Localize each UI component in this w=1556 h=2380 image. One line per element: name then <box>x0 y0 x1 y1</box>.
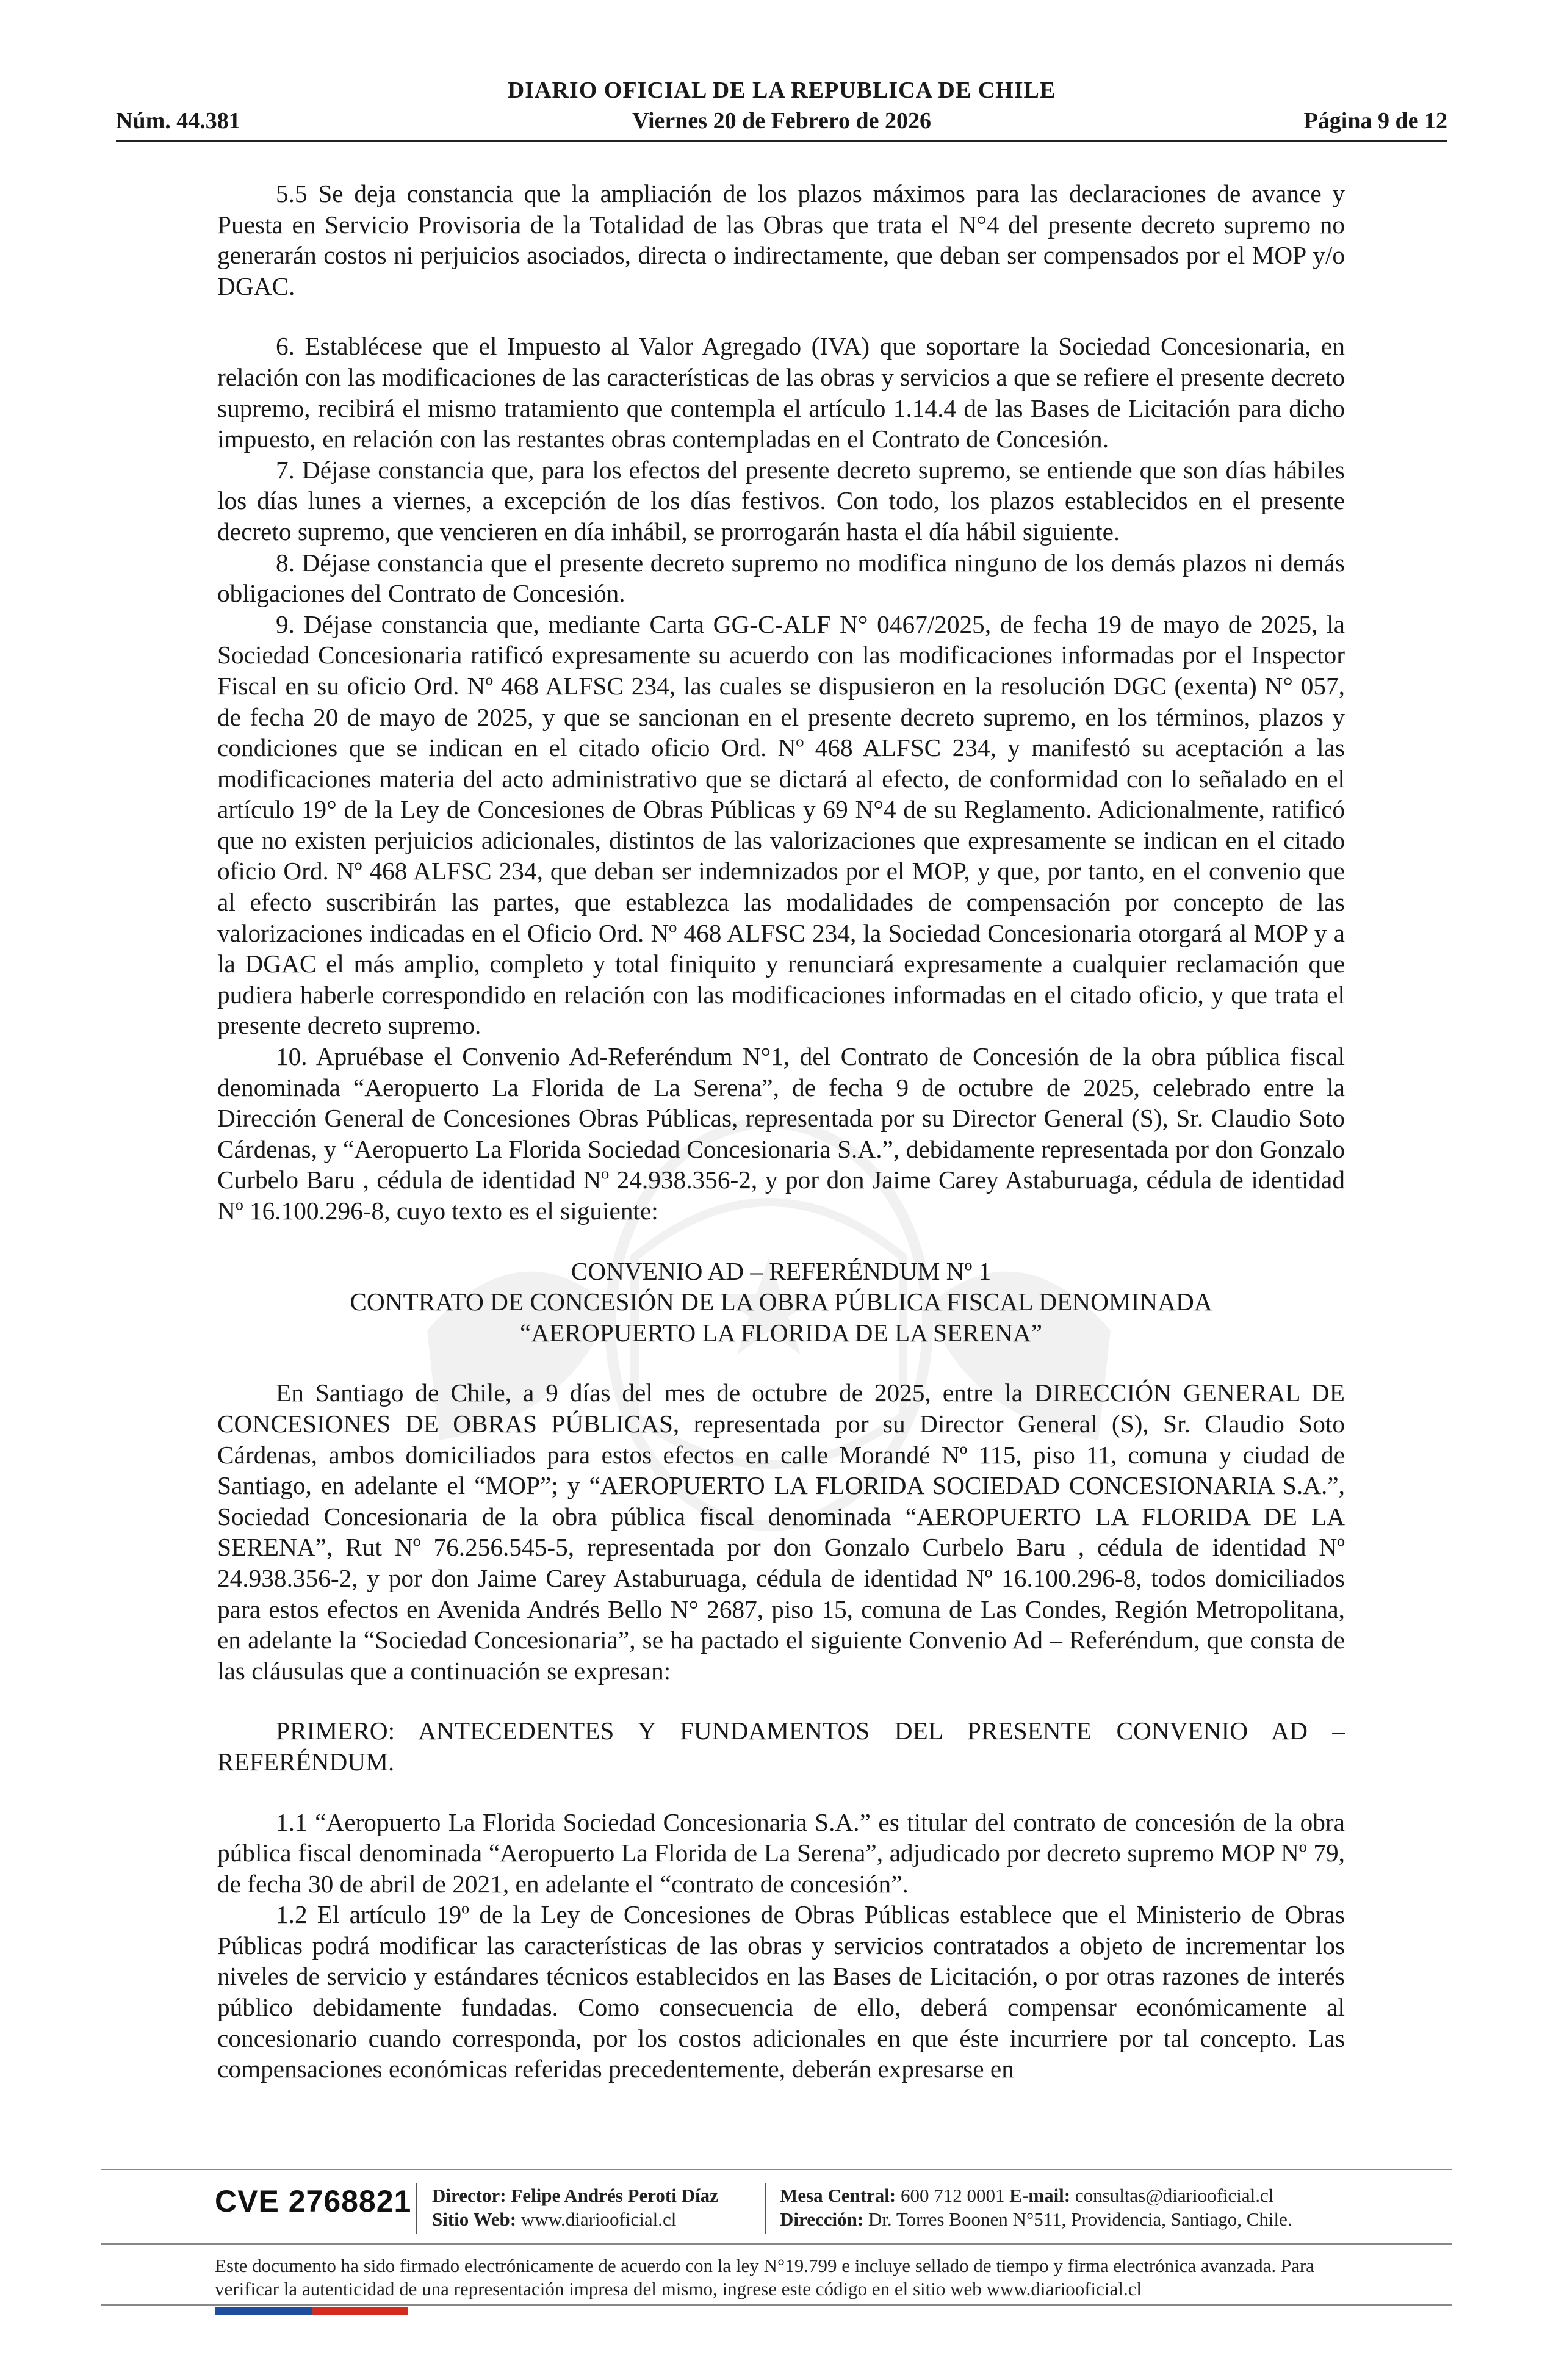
paragraph: 1.2 El artículo 19º de la Ley de Concesiones de Obras Públicas establece que el Ministerio de Obras Públicas podrá modificar las características de las obras y servicios contratados a objeto de incrementar los niveles de servicio y estándares técnicos establecidos en las Bases de Licitación, o por otras razones de interés público debidamente fundadas. Como consecuencia de ello, deberá compensar económicamente al concesionario cuando corresponda, por los costos adicionales en que éste incurriere por tal concepto. Las compensaciones económicas referidas precedentemente, deberán expresarse en <box>217 1900 1345 2083</box>
site-link[interactable]: www.diariooficial.cl <box>520 2209 677 2230</box>
paragraph: 1.1 “Aeropuerto La Florida Sociedad Concesionaria S.A.” es titular del contrato de concesión de la obra pública fiscal denominada “Aeropuerto La Florida de La Serena”, adjudicado por decreto supremo MOP Nº 79, de fecha 30 de abril de 2021, en adelante el “contrato de concesión”. <box>217 1808 1345 1898</box>
issue-number: Núm. 44.381 <box>116 108 240 134</box>
director-name: Felipe Andrés Peroti Díaz <box>511 2185 718 2206</box>
issue-date: Viernes 20 de Febrero de 2026 <box>632 108 932 134</box>
flag-stripe-red <box>312 2307 408 2315</box>
legal-notice: Este documento ha sido firmado electrónicamente de acuerdo con la ley N°19.799 e incluye sellado de tiempo y firma electrónica avanzada. Para verificar la autenticidad de una representación impresa del mismo, ingrese este código en el sitio web www.diariooficial.cl <box>215 2255 1314 2299</box>
paragraph: 10. Apruébase el Convenio Ad-Referéndum N°1, del Contrato de Concesión de la obra pública fiscal denominada “Aeropuerto La Florida de La Serena”, de fecha 9 de octubre de 2025, celebrado entre la Dirección General de Concesiones Obras Públicas, representada por su Director General (S), Sr. Claudio Soto Cárdenas, y “Aeropuerto La Florida Sociedad Concesionaria S.A.”, debidamente representada por don Gonzalo Curbelo Baru , cédula de identidad Nº 24.938.356-2, y por don Jaime Carey Astaburuaga, cédula de identidad Nº 16.100.296-8, cuyo texto es el siguiente: <box>217 1042 1345 1225</box>
convenio-title: CONVENIO AD – REFERÉNDUM Nº 1 <box>571 1257 992 1285</box>
page-indicator: Página 9 de 12 <box>1303 108 1447 134</box>
header-divider <box>116 140 1447 142</box>
footer-separator <box>765 2183 766 2234</box>
convenio-subtitle: “AEROPUERTO LA FLORIDA DE LA SERENA” <box>520 1318 1042 1347</box>
site-label: Sitio Web: <box>432 2209 517 2230</box>
footer-top-divider <box>101 2169 1452 2170</box>
director-label: Director: <box>432 2185 506 2206</box>
footer-separator <box>416 2183 417 2234</box>
convenio-subtitle: CONTRATO DE CONCESIÓN DE LA OBRA PÚBLICA FISCAL DENOMINADA <box>350 1288 1212 1316</box>
newspaper-title: DIARIO OFICIAL DE LA REPUBLICA DE CHILE <box>507 78 1056 103</box>
paragraph: En Santiago de Chile, a 9 días del mes de octubre de 2025, entre la DIRECCIÓN GENERAL DE CONCESIONES DE OBRAS PÚBLICAS, representada por su Director General (S), Sr. Claudio Soto Cárdenas, ambos domiciliados para estos efectos en calle Morandé Nº 115, piso 11, comuna y ciudad de Santiago, en adelante el “MOP”; y “AEROPUERTO LA FLORIDA SOCIEDAD CONCESIONARIA S.A.”, Sociedad Concesionaria de la obra pública fiscal denominada “AEROPUERTO LA FLORIDA DE LA SERENA”, Rut Nº 76.256.545-5, representada por don Gonzalo Curbelo Baru , cédula de identidad Nº 24.938.356-2, y por don Jaime Carey Astaburuaga, cédula de identidad Nº 16.100.296-8, todos domiciliados para estos efectos en Avenida Andrés Bello N° 2687, piso 15, comuna de Las Condes, Región Metropolitana, en adelante la “Sociedad Concesionaria”, se ha pactado el siguiente Convenio Ad – Referéndum, que consta de las cláusulas que a continuación se expresan: <box>217 1379 1345 1685</box>
mesa-label: Mesa Central: <box>780 2185 896 2206</box>
flag-stripe-blue <box>215 2307 312 2315</box>
section-heading: PRIMERO: ANTECEDENTES Y FUNDAMENTOS DEL PRESENTE CONVENIO AD – REFERÉNDUM. <box>217 1717 1345 1776</box>
paragraph: 7. Déjase constancia que, para los efectos del presente decreto supremo, se entiende que son días hábiles los días lunes a viernes, a excepción de los días festivos. Con todo, los plazos establecidos en el presente decreto supremo, que vencieren en día inhábil, se prorrogarán hasta el día hábil siguiente. <box>217 455 1345 546</box>
email-label: E-mail: <box>1009 2185 1071 2206</box>
footer-middle-divider <box>101 2243 1452 2245</box>
paragraph: 6. Establécese que el Impuesto al Valor Agregado (IVA) que soportare la Sociedad Concesionaria, en relación con las modificaciones de las características de las obras y servicios a que se refiere el presente decreto supremo, recibirá el mismo tratamiento que contempla el artículo 1.14.4 de las Bases de Licitación para dicho impuesto, en relación con las restantes obras contempladas en el Contrato de Concesión. <box>217 332 1345 453</box>
footer-director-block <box>432 2183 718 2231</box>
footer-bottom-divider <box>101 2304 1452 2306</box>
footer-contact-block <box>780 2183 1292 2231</box>
paragraph: 8. Déjase constancia que el presente decreto supremo no modifica ninguno de los demás plazos ni demás obligaciones del Contrato de Concesión. <box>217 548 1345 608</box>
paragraph: 5.5 Se deja constancia que la ampliación de los plazos máximos para las declaraciones de avance y Puesta en Servicio Provisoria de la Totalidad de las Obras que trata el N°4 del presente decreto supremo no generarán costos ni perjuicios asociados, directa o indirectamente, que deban ser compensados por el MOP y/o DGAC. <box>217 179 1345 300</box>
email-link[interactable]: consultas@diariooficial.cl <box>1075 2185 1274 2206</box>
cve-code: CVE 2768821 <box>215 2184 412 2218</box>
address-text: Dr. Torres Boonen N°511, Providencia, Santiago, Chile. <box>868 2209 1292 2230</box>
paragraph: 9. Déjase constancia que, mediante Carta GG-C-ALF N° 0467/2025, de fecha 19 de mayo de 2025, la Sociedad Concesionaria ratificó expresamente su acuerdo con las modificaciones informadas por el Inspector Fiscal en su oficio Ord. Nº 468 ALFSC 234, las cuales se dispusieron en la resolución DGC (exenta) N° 057, de fecha 20 de mayo de 2025, y que se sancionan en el presente decreto supremo, en los términos, plazos y condiciones que se indican en el citado oficio Ord. Nº 468 ALFSC 234, y manifestó su aceptación a las modificaciones materia del acto administrativo que se dictará al efecto, de conformidad con lo señalado en el artículo 19° de la Ley de Concesiones de Obras Públicas y 69 N°4 de su Reglamento. Adicionalmente, ratificó que no existen perjuicios adicionales, distintos de las valorizaciones que expresamente se indican en el citado oficio Ord. Nº 468 ALFSC 234, que deban ser indemnizados por el MOP, y que, por tanto, en el convenio que al efecto suscribirán las partes, que establezca las modalidades de compensación por concepto de las valorizaciones indicadas en el Oficio Ord. Nº 468 ALFSC 234, la Sociedad Concesionaria otorgará al MOP y a la DGAC el más amplio, completo y total finiquito y renunciará expresamente a cualquier reclamación que pudiera haberle correspondido en relación con las modificaciones informadas en el citado oficio, y que trata el presente decreto supremo. <box>217 610 1345 1040</box>
address-label: Dirección: <box>780 2209 864 2230</box>
document-body <box>217 178 1345 2085</box>
page-header <box>116 73 1447 146</box>
mesa-phone: 600 712 0001 <box>901 2185 1005 2206</box>
